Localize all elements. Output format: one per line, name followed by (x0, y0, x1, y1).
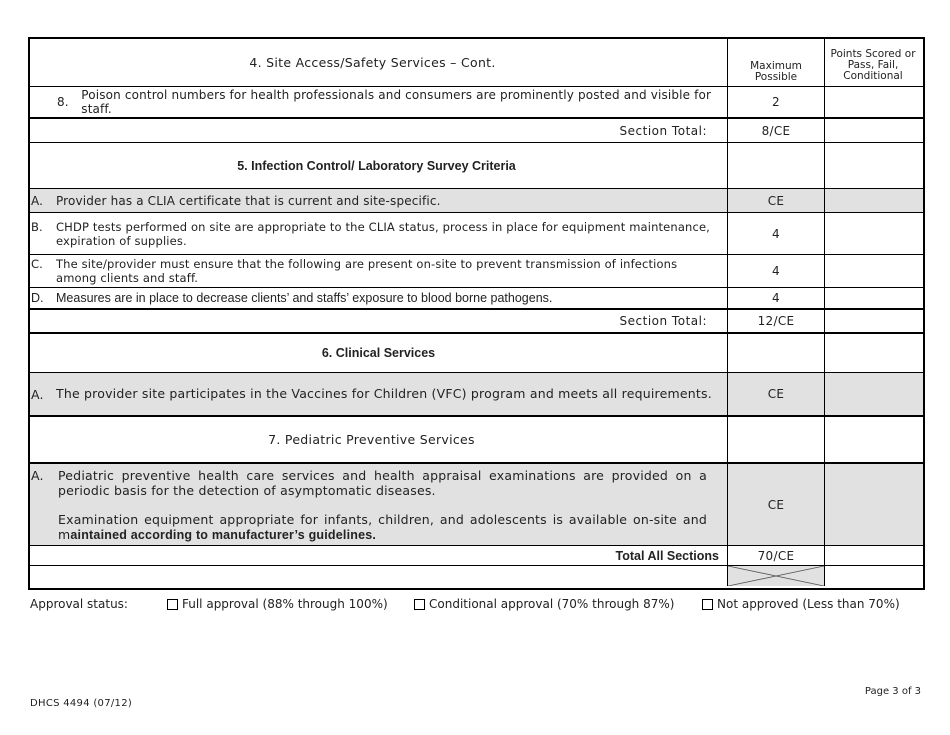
section-5-item-c-score-field[interactable] (825, 255, 921, 287)
section-5-item-d-score-field[interactable] (825, 288, 921, 308)
section-6-item-a-row (30, 373, 923, 417)
section-7-item-a-text-2 (58, 512, 707, 543)
section-6-header-points (825, 334, 921, 372)
full-approval-label: Full approval (88% through 100%) (182, 597, 388, 611)
section-5-item-c-max: 4 (728, 255, 825, 287)
section-5-item-d-row (30, 288, 923, 310)
section-5-item-d-max: 4 (728, 288, 825, 308)
section-5-item-a-letter: A. (31, 193, 44, 208)
not-approved-label: Not approved (Less than 70%) (717, 597, 900, 611)
assessment-table (28, 37, 925, 590)
section-7-header-max (728, 417, 825, 462)
points-scored-label: Points Scored or Pass, Fail, Conditional (830, 48, 916, 82)
grand-total-row (30, 546, 923, 566)
item-8-score-field[interactable] (825, 87, 921, 117)
blank-row-points (825, 566, 921, 586)
section-5-item-b-max: 4 (728, 213, 825, 254)
section-7-item-a-text-1: Pediatric preventive health care services and health appraisal examinations are provided on a periodic basis for the detection of asymptomatic diseases. (58, 468, 707, 498)
section-5-item-b-text: CHDP tests performed on site are appropriate to the CLIA status, process in place for equipment maintenance, expiration of supplies. (56, 219, 710, 248)
section-5-item-a-row (30, 189, 923, 213)
section-7-item-a-score-field[interactable] (825, 464, 921, 545)
section-5-item-a-text: Provider has a CLIA certificate that is current and site-specific. (56, 193, 441, 208)
section-5-header-row (30, 143, 923, 189)
section-7-header-row (30, 417, 923, 464)
section-6-item-a-text-cell (30, 373, 728, 415)
grand-total-label-cell (30, 546, 728, 565)
section-7-title-cell (30, 417, 728, 462)
section-4-total-value: 8/CE (728, 119, 825, 142)
section-5-item-b-letter: B. (31, 219, 43, 234)
section-5-item-c-text: The site/provider must ensure that the following are present on-site to prevent transmission of infections among clients and staff. (56, 257, 678, 285)
section-6-title: 6. Clinical Services (321, 346, 436, 360)
section-5-header-max (728, 143, 825, 188)
section-6-header-row (30, 334, 923, 373)
full-approval-checkbox[interactable] (167, 599, 178, 610)
item-8-number: 8. (57, 95, 69, 109)
max-possible-header (728, 39, 825, 86)
section-5-item-a-score-field[interactable] (825, 189, 921, 212)
section-5-item-c-row (30, 255, 923, 288)
section-5-item-b-row (30, 213, 923, 255)
section-5-title-cell (30, 143, 728, 188)
full-approval-option[interactable] (167, 597, 388, 611)
section-4-total-label-cell (30, 119, 728, 142)
section-7-item-a-text-2b: aintained according to manufacturer’s guidelines. (70, 528, 377, 542)
section-5-item-d-text: Measures are in place to decrease clients’ and staffs’ exposure to blood borne pathogens. (56, 291, 553, 305)
conditional-approval-checkbox[interactable] (414, 599, 425, 610)
blank-row-cell (30, 566, 728, 586)
grand-total-score-field[interactable] (825, 546, 921, 565)
approval-status-label: Approval status: (30, 597, 128, 611)
section-4-header-row (30, 39, 923, 87)
section-7-item-a-text-2a: Examination equipment appropriate for infants, children, and adolescents is available on-site and m (58, 512, 707, 542)
section-5-item-b-score-field[interactable] (825, 213, 921, 254)
section-5-item-b-text-cell (30, 213, 728, 254)
section-7-item-a-letter: A. (31, 468, 44, 483)
section-6-title-cell (30, 334, 728, 372)
section-6-item-a-score-field[interactable] (825, 373, 921, 415)
section-5-item-c-letter: C. (31, 257, 43, 271)
section-5-item-c-text-cell (30, 255, 728, 287)
section-7-header-points (825, 417, 921, 462)
section-5-total-row (30, 310, 923, 334)
section-6-item-a-max: CE (728, 373, 825, 415)
cross-mark-icon (728, 566, 824, 586)
blank-row (30, 566, 923, 586)
conditional-approval-option[interactable] (414, 597, 674, 611)
max-possible-label: Maximum Possible (750, 60, 802, 83)
section-4-total-label: Section Total: (619, 123, 707, 138)
section-4-total-row (30, 119, 923, 143)
section-5-total-label-cell (30, 310, 728, 332)
approval-status-label-wrap (30, 597, 128, 611)
grand-total-label: Total All Sections (615, 548, 719, 563)
grand-total-value: 70/CE (728, 546, 825, 565)
section-7-item-a-row (30, 464, 923, 546)
item-8-text-cell (30, 87, 728, 117)
conditional-approval-label: Conditional approval (70% through 87%) (429, 597, 675, 611)
section-7-item-a-text-cell (30, 464, 728, 545)
section-5-total-label: Section Total: (619, 314, 707, 328)
approval-status (30, 597, 920, 613)
section-5-total-score-field[interactable] (825, 310, 921, 332)
section-6-header-max (728, 334, 825, 372)
not-approved-option[interactable] (702, 597, 900, 611)
section-5-item-d-text-cell (30, 288, 728, 308)
section-5-item-a-max: CE (728, 189, 825, 212)
page-number: Page 3 of 3 (864, 686, 921, 697)
section-5-item-d-letter: D. (31, 291, 44, 305)
form-id: DHCS 4494 (07/12) (30, 698, 133, 709)
section-4-title: 4. Site Access/Safety Services – Cont. (249, 55, 496, 70)
section-5-item-a-text-cell (30, 189, 728, 212)
section-5-header-points (825, 143, 921, 188)
section-7-item-a-max: CE (728, 464, 825, 545)
item-8-row (30, 87, 923, 119)
item-8-text: Poison control numbers for health professionals and consumers are prominently posted and visible for staff. (81, 88, 712, 116)
item-8-max: 2 (728, 87, 825, 117)
section-7-title: 7. Pediatric Preventive Services (268, 432, 475, 447)
crossed-out-cell (728, 566, 825, 586)
section-5-title: 5. Infection Control/ Laboratory Survey Criteria (237, 158, 516, 173)
section-4-title-cell (30, 39, 728, 86)
section-5-total-value: 12/CE (728, 310, 825, 332)
section-6-item-a-text: The provider site participates in the Vaccines for Children (VFC) program and meets all requirements. (56, 385, 712, 401)
not-approved-checkbox[interactable] (702, 599, 713, 610)
section-6-item-a-letter: A. (31, 386, 44, 402)
points-scored-header (825, 39, 921, 86)
section-4-total-score-field[interactable] (825, 119, 921, 142)
